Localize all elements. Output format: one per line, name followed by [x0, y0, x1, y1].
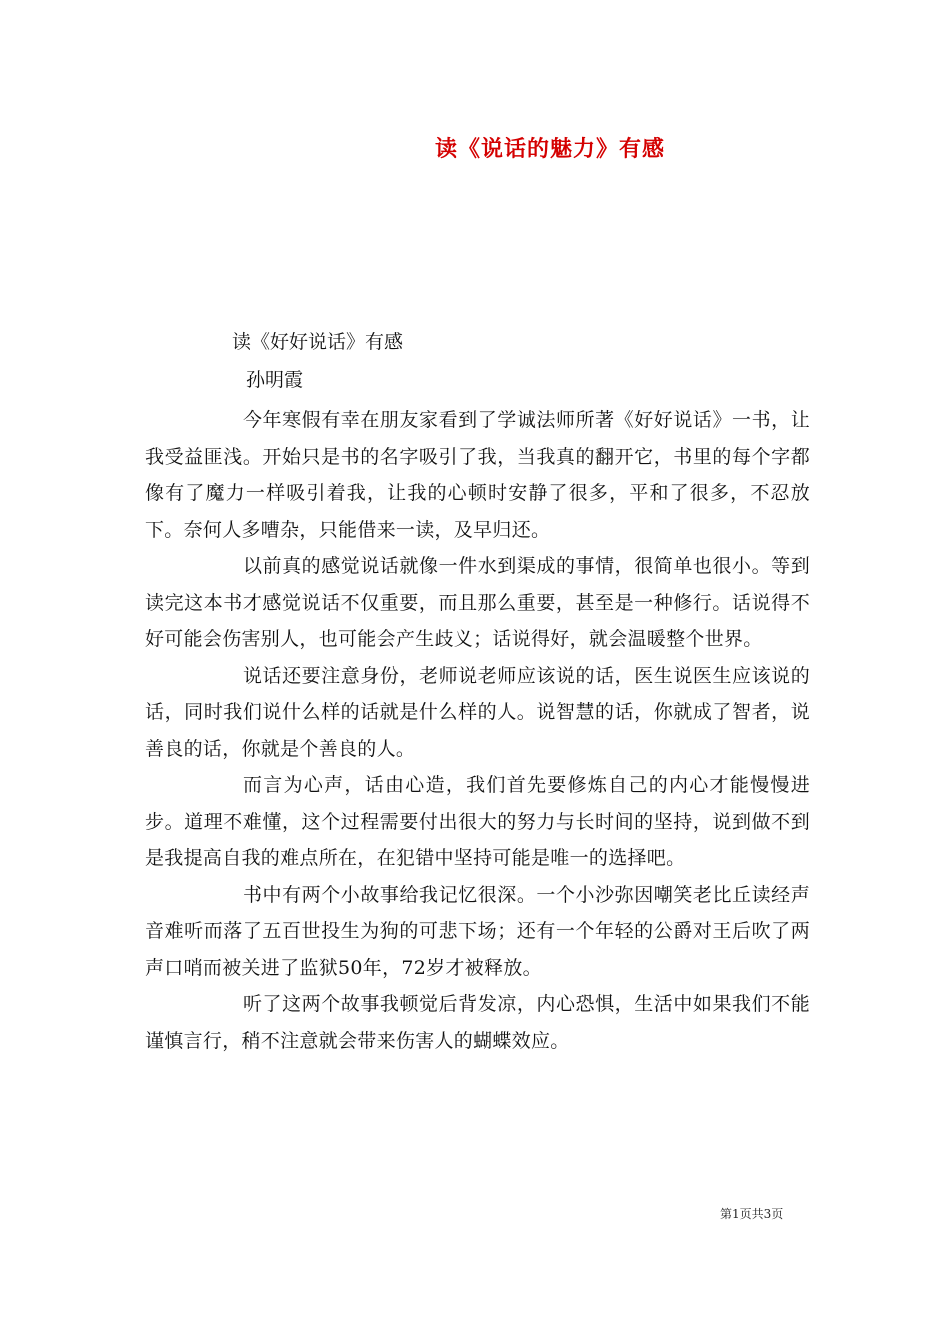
paragraph-5: 书中有两个小故事给我记忆很深。一个小沙弥因嘲笑老比丘读经声音难听而落了五百世投生为狗的可悲下场；还有一个年轻的公爵对王后吹了两声口哨而被关进了监狱50年，72岁才被释放。: [145, 883, 810, 979]
author-name: 孙明霞: [246, 369, 304, 391]
paragraph-6: 听了这两个故事我顿觉后背发凉，内心恐惧，生活中如果我们不能谨慎言行，稍不注意就会带来伤害人的蝴蝶效应。: [145, 993, 810, 1052]
paragraph-2: 以前真的感觉说话就像一件水到渠成的事情，很简单也很小。等到读完这本书才感觉说话不仅重要，而且那么重要，甚至是一种修行。话说得不好可能会伤害别人，也可能会产生歧义；话说得好，就会温暖整个世界。: [145, 555, 810, 650]
article-body: [145, 402, 810, 1059]
article-subtitle: 读《好好说话》有感: [232, 331, 404, 353]
paragraph-4: 而言为心声，话由心造，我们首先要修炼自己的内心才能慢慢进步。道理不难懂，这个过程需要付出很大的努力与长时间的坚持，说到做不到是我提高自我的难点所在，在犯错中坚持可能是唯一的选择吧。: [145, 774, 810, 869]
page-number-footer: 第1页共3页: [720, 1207, 784, 1221]
paragraph-1: 今年寒假有幸在朋友家看到了学诚法师所著《好好说话》一书，让我受益匪浅。开始只是书的名字吸引了我，当我真的翻开它，书里的每个字都像有了魔力一样吸引着我，让我的心顿时安静了很多，平和了很多，不忍放下。奈何人多嘈杂，只能借来一读，及早归还。: [145, 409, 810, 541]
document-title: 读《说话的魅力》有感: [434, 136, 665, 162]
paragraph-3: 说话还要注意身份，老师说老师应该说的话，医生说医生应该说的话，同时我们说什么样的话就是什么样的人。说智慧的话，你就成了智者，说善良的话，你就是个善良的人。: [145, 664, 810, 760]
